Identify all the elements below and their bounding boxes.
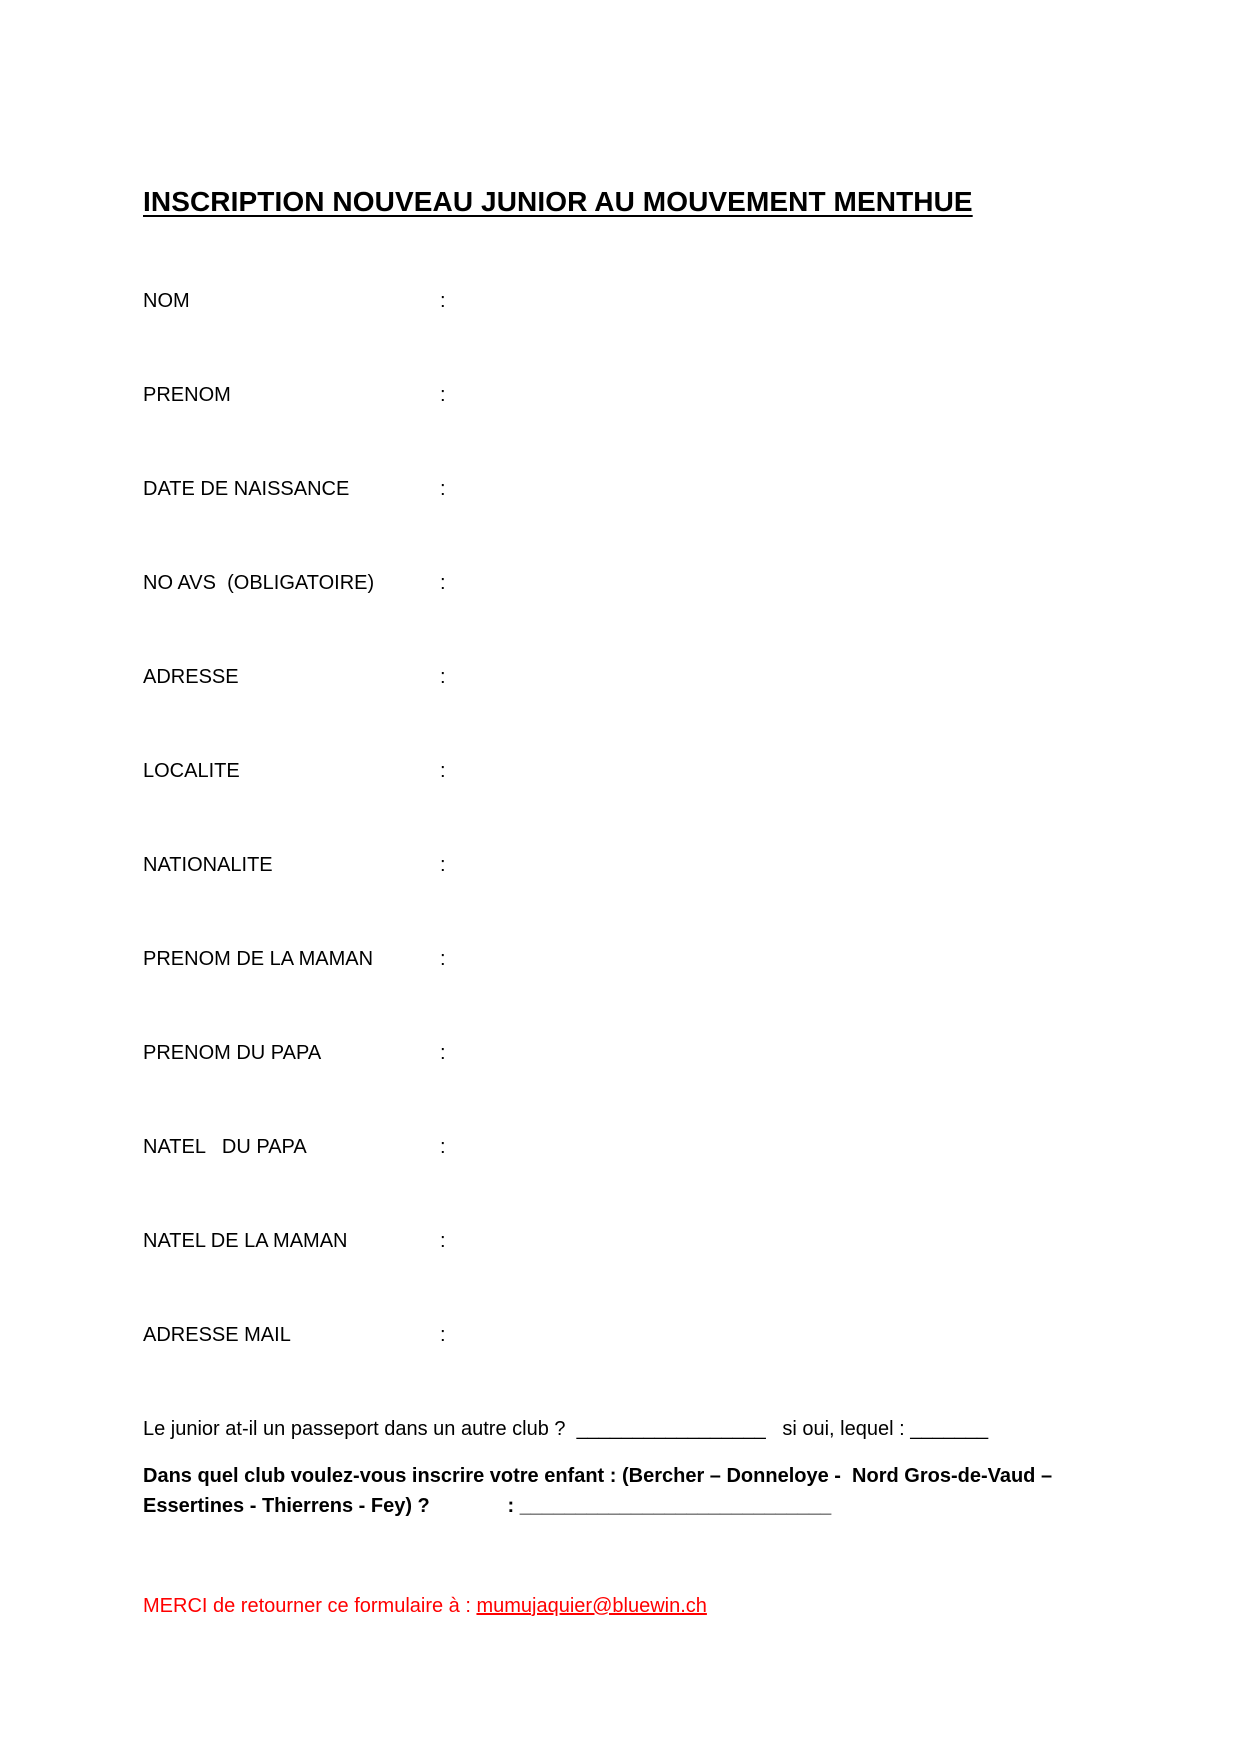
footer-text: MERCI de retourner ce formulaire à :: [143, 1595, 477, 1617]
field-label: DATE DE NAISSANCE: [143, 478, 350, 500]
field-adresse: [143, 666, 1143, 696]
field-colon: :: [440, 1042, 446, 1064]
field-label: NATEL DU PAPA: [143, 1136, 307, 1158]
field-label: NO AVS (OBLIGATOIRE): [143, 572, 375, 594]
field-colon: :: [440, 572, 446, 594]
field-natel-maman: [143, 1230, 1143, 1260]
field-label: NOM: [143, 290, 190, 312]
form-title: INSCRIPTION NOUVEAU JUNIOR AU MOUVEMENT MENTHUE: [143, 186, 973, 217]
field-no-avs: [143, 572, 1143, 602]
field-colon: :: [440, 384, 446, 406]
field-label: LOCALITE: [143, 760, 240, 782]
field-label: PRENOM DU PAPA: [143, 1042, 322, 1064]
footer-email-link[interactable]: mumujaquier@bluewin.ch: [476, 1595, 707, 1617]
field-natel-papa: [143, 1136, 1143, 1166]
field-colon: :: [440, 1230, 446, 1252]
field-colon: :: [440, 760, 446, 782]
field-label: PRENOM: [143, 384, 231, 406]
field-colon: :: [440, 854, 446, 876]
field-prenom-maman: [143, 948, 1143, 978]
field-label: ADRESSE: [143, 666, 239, 688]
field-adresse-mail: [143, 1324, 1143, 1354]
passport-question: Le junior at-il un passeport dans un autre club ? _________________ si oui, lequel : _______: [143, 1418, 989, 1440]
club-question-line-2: Essertines - Thierrens - Fey) ? : ____________________________: [143, 1495, 832, 1517]
field-colon: :: [440, 1136, 446, 1158]
field-date-de-naissance: [143, 478, 1143, 508]
field-colon: :: [440, 478, 446, 500]
field-label: NATIONALITE: [143, 854, 273, 876]
field-prenom-papa: [143, 1042, 1143, 1072]
field-colon: :: [440, 948, 446, 970]
field-nationalite: [143, 854, 1143, 884]
club-question-line-1: Dans quel club voulez-vous inscrire votre enfant : (Bercher – Donneloye - Nord Gros-de-Vaud –: [143, 1465, 1053, 1487]
field-colon: :: [440, 666, 446, 688]
field-localite: [143, 760, 1143, 790]
footer-note: [143, 1595, 707, 1618]
field-label: NATEL DE LA MAMAN: [143, 1230, 348, 1252]
field-colon: :: [440, 1324, 446, 1346]
field-label: PRENOM DE LA MAMAN: [143, 948, 374, 970]
field-colon: :: [440, 290, 446, 312]
field-nom: [143, 290, 1143, 320]
field-prenom: [143, 384, 1143, 414]
field-label: ADRESSE MAIL: [143, 1324, 291, 1346]
